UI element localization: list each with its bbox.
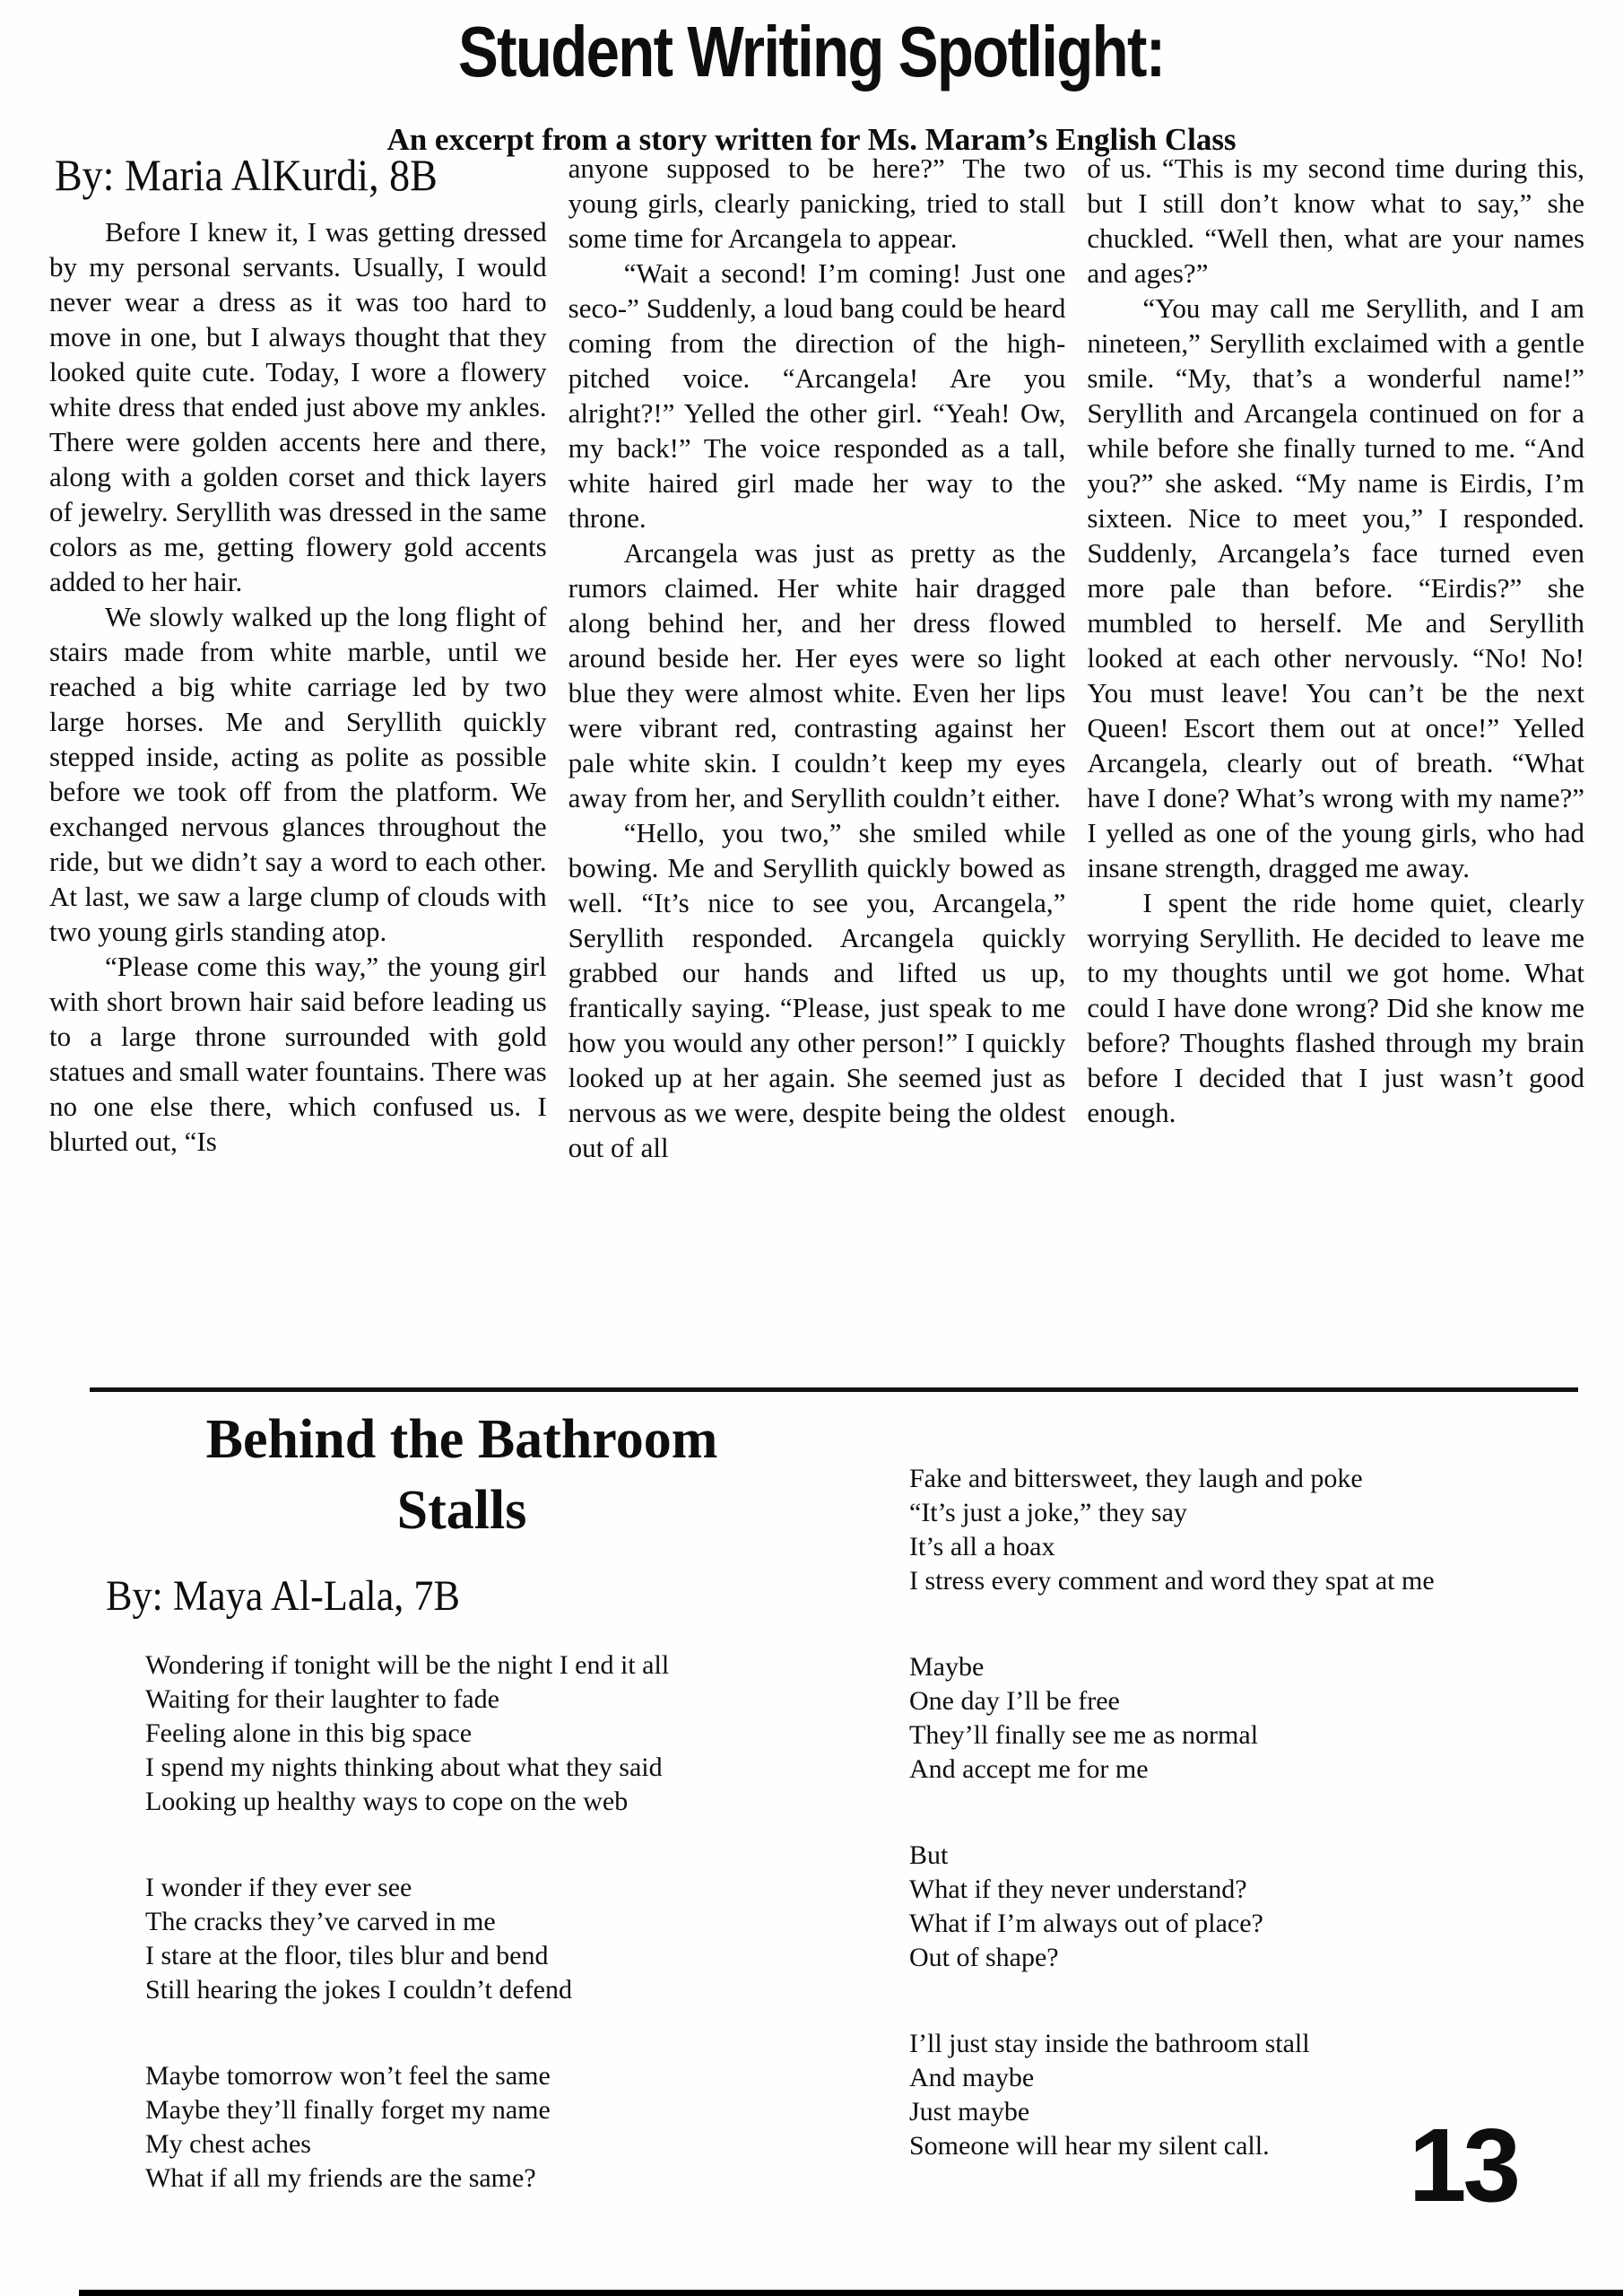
- poem-line: I spend my nights thinking about what they said: [145, 1752, 663, 1782]
- poem-line: I’ll just stay inside the bathroom stall: [909, 2029, 1310, 2058]
- story-paragraph: We slowly walked up the long flight of stairs made from white marble, until we reached a big white carriage led by two large horses. Me and Seryllith quickly stepped inside, acting as polite as possible before we took off from the platform. We exchanged nervous glances throughout the ride, but we didn’t say a word to each other. At last, we saw a large clump of clouds with two young girls standing atop.: [49, 601, 547, 947]
- story-paragraph: “Wait a second! I’m coming! Just one seco-” Suddenly, a loud bang could be heard coming from the direction of the high-pitched voice. “Arcangela! Are you alright?!” Yelled the other girl. “Yeah! Ow, my back!” The voice responded as a tall, white haired girl made her way to the throne.: [568, 257, 1066, 534]
- poem-line: They’ll finally see me as normal: [909, 1720, 1259, 1750]
- story-paragraph: Arcangela was just as pretty as the rumors claimed. Her white hair dragged along behind her, and her dress flowed around beside her. Her eyes were so light blue they were almost white. Even her lips were vibrant red, contrasting against her pale white skin. I couldn’t keep my eyes away from her, and Seryllith couldn’t either.: [568, 537, 1066, 813]
- poem-stanza: [909, 1650, 1573, 1787]
- poem-line: Maybe tomorrow won’t feel the same: [145, 2061, 551, 2091]
- poem-line: Fake and bittersweet, they laugh and poke: [909, 1464, 1363, 1493]
- poem-byline: By: Maya Al-Lala, 7B: [106, 1572, 460, 1620]
- poem-line: Looking up healthy ways to cope on the web: [145, 1787, 629, 1816]
- poem-stanza: [909, 1839, 1573, 1975]
- poem-line: But: [909, 1840, 949, 1870]
- section-divider: [90, 1387, 1578, 1392]
- poem-line: Waiting for their laughter to fade: [145, 1684, 499, 1714]
- page-title-text: Student Writing Spotlight:: [458, 12, 1165, 91]
- poem-line: Just maybe: [909, 2097, 1030, 2126]
- story-column-3: [1087, 151, 1584, 1165]
- story-byline: By: Maria AlKurdi, 8B: [55, 150, 438, 200]
- page-subtitle: An excerpt from a story written for Ms. Maram’s English Class: [386, 122, 1237, 157]
- story-paragraph: “You may call me Seryllith, and I am nineteen,” Seryllith exclaimed with a gentle smile. “My, that’s a wonderful name!” Seryllith and Arcangela continued on for a while before she finally turned to me. “And you?” she asked. “My name is Eirdis, I’m sixteen. Nice to meet you,” I responded. Suddenly, Arcangela’s face turned even more pale than before. “Eirdis?” she mumbled to herself. Me and Seryllith looked at each other nervously. “No! No! You must leave! You can’t be the next Queen! Escort them out at once!” Yelled Arcangela, clearly out of breath. “What have I done? What’s wrong with my name?” I yelled as one of the young girls, who had insane strength, dragged me away.: [1087, 292, 1585, 883]
- page-number: 13: [1408, 2107, 1517, 2223]
- poem-column-left: [145, 1648, 809, 2196]
- page-title: [0, 12, 1623, 91]
- story-columns: [49, 151, 1584, 1165]
- poem-line: One day I’ll be free: [909, 1686, 1120, 1716]
- poem-line: Feeling alone in this big space: [145, 1718, 473, 1748]
- poem-line: What if I’m always out of place?: [909, 1909, 1263, 1938]
- poem-line: Out of shape?: [909, 1943, 1059, 1972]
- poem-stanza: [145, 1648, 809, 1819]
- poem-line: Someone will hear my silent call.: [909, 2131, 1270, 2161]
- story-column-1: [49, 151, 547, 1165]
- story-paragraph: of us. “This is my second time during this, but I still don’t know what to say,” she chuckled. “Well then, what are your names and ages?”: [1087, 152, 1585, 289]
- poem-line: Maybe they’ll finally forget my name: [145, 2095, 551, 2125]
- poem-line: Wondering if tonight will be the night I end it all: [145, 1650, 670, 1680]
- poem-line: I wonder if they ever see: [145, 1873, 412, 1902]
- poem-line: I stress every comment and word they spat at me: [909, 1566, 1435, 1596]
- poem-line: I stare at the floor, tiles blur and bend: [145, 1941, 549, 1970]
- story-paragraph: “Hello, you two,” she smiled while bowing. Me and Seryllith quickly bowed as well. “It’s nice to see you, Arcangela,” Seryllith responded. Arcangela quickly grabbed our hands and lifted us up, frantically saying. “Please, just speak to me how you would any other person!” I quickly looked up at her again. She seemed just as nervous as we were, despite being the oldest out of all: [568, 817, 1066, 1163]
- poem-line: Maybe: [909, 1652, 985, 1682]
- story-paragraph: I spent the ride home quiet, clearly worrying Seryllith. He decided to leave me to my thoughts until we got home. What could I have done wrong? Did she know me before? Thoughts flashed through my brain before I decided that I just wasn’t good enough.: [1087, 887, 1585, 1128]
- story-paragraph: Before I knew it, I was getting dressed by my personal servants. Usually, I would never wear a dress as it was too hard to move in one, but I always thought that they looked quite cute. Today, I wore a flowery white dress that ended just above my ankles. There were golden accents here and there, along with a golden corset and thick layers of jewelry. Seryllith was dressed in the same colors as me, getting flowery gold accents added to her hair.: [49, 216, 547, 597]
- poem-title: [103, 1405, 820, 1547]
- poem-stanza: [909, 1462, 1573, 1598]
- poem-line: And accept me for me: [909, 1754, 1149, 1784]
- poem-stanza: [145, 1871, 809, 2007]
- poem-line: What if they never understand?: [909, 1874, 1247, 1904]
- poem-line: What if all my friends are the same?: [145, 2163, 536, 2193]
- poem-line: The cracks they’ve carved in me: [145, 1907, 496, 1936]
- page-bottom-edge: [79, 2290, 1623, 2296]
- poem-title-line1: Behind the Bathroom: [205, 1409, 718, 1470]
- poem-line: Still hearing the jokes I couldn’t defend: [145, 1975, 573, 2005]
- story-paragraph: “Please come this way,” the young girl with short brown hair said before leading us to a large throne surrounded with gold statues and small water fountains. There was no one else there, which confused us. I blurted out, “Is: [49, 951, 547, 1157]
- poem-column-right: [909, 1462, 1573, 2163]
- poem-title-line2: Stalls: [396, 1480, 527, 1542]
- poem-stanza: [145, 2059, 809, 2196]
- story-paragraph: anyone supposed to be here?” The two young girls, clearly panicking, tried to stall some time for Arcangela to appear.: [568, 152, 1066, 254]
- poem-line: My chest aches: [145, 2129, 311, 2159]
- poem-line: And maybe: [909, 2063, 1035, 2092]
- story-column-2: [568, 151, 1066, 1165]
- poem-line: It’s all a hoax: [909, 1532, 1055, 1561]
- poem-line: “It’s just a joke,” they say: [909, 1498, 1187, 1527]
